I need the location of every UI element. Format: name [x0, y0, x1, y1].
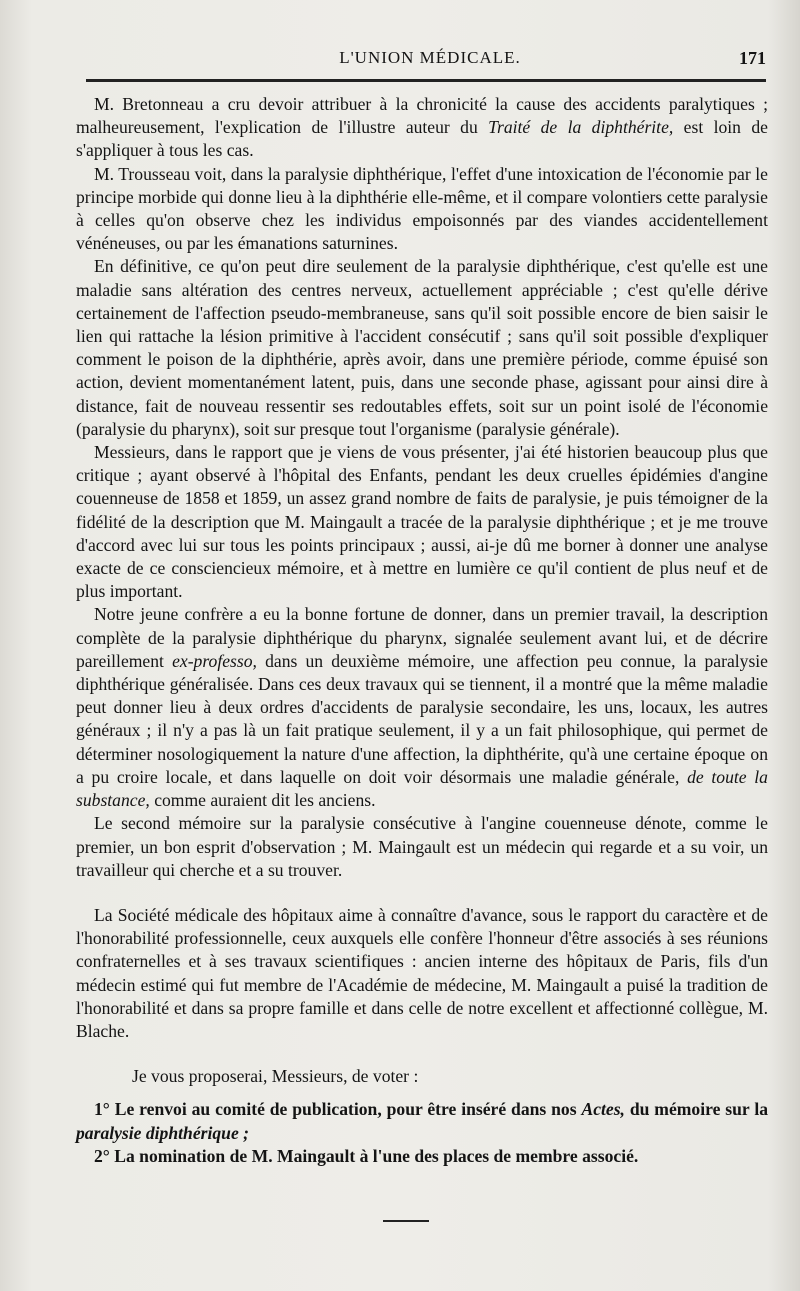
paragraph-text: M. Bretonneau a cru devoir attribuer à la chronicité la cause des accidents paralytiques ; malheureusement, l'explication de l'illustre auteur du — [76, 94, 768, 138]
paragraph-confrere — [76, 603, 768, 812]
proposal-2: 2° La nomination de M. Maingault à l'une des places de membre associé. — [94, 1145, 639, 1166]
page-number: 171 — [739, 48, 766, 68]
header-rule — [86, 79, 766, 82]
paragraph-messieurs: Messieurs, dans le rapport que je viens de vous présenter, j'ai été historien beaucoup plus que critique ; ayant observé à l'hôpital des Enfants, pendant les deux cruelles épidémies d'angine couenneuse de 1858 et 1859, un assez grand nombre de faits de paralysie, je puis témoigner de la fidélité de la description que M. Maingault a tracée de la paralysie diphthérique ; et je me trouve d'accord avec lui sur tous les points principaux ; aussi, ai-je dû me borner à donner une analyse exacte de ce consciencieux mémoire, et à mettre en lumière ce qu'il contient de plus neuf et de plus important. — [76, 442, 768, 602]
latin-phrase: de toute la substance, — [76, 766, 768, 811]
paragraph-text: est loin de s'appliquer à tous les cas. — [76, 117, 768, 161]
page-header — [80, 44, 766, 74]
paragraph-text: comme auraient dit les anciens. — [149, 790, 376, 811]
paragraph-proposal-intro: Je vous proposerai, Messieurs, de voter : — [132, 1066, 419, 1087]
paragraph-bretonneau — [76, 93, 768, 163]
proposal-emphasis: paralysie diphthérique ; — [76, 1122, 250, 1143]
proposal-text: du mémoire sur la — [624, 1099, 768, 1120]
paragraph-text: Notre jeune confrère a eu la bonne fortune de donner, dans un premier travail, la description complète de la paralysie diphthérique du pharynx, signalée seulement avant lui, et de décrire pareillement — [76, 604, 768, 671]
paragraph-trousseau: M. Trousseau voit, dans la paralysie diphthérique, l'effet d'une intoxication de l'économie par le principe morbide qui donne lieu à la diphthérie elle-même, et il compare volontiers cette paralysie à celles qu'on observe chez les individus empoisonnés par des viandes accidentellement vénéneuses, ou par les émanations saturnines. — [76, 163, 768, 254]
closing-rule — [383, 1220, 429, 1222]
book-title: Traité de la diphthérite, — [488, 117, 674, 138]
proposal-emphasis: Actes, — [581, 1099, 625, 1120]
paragraph-text: dans un deuxième mémoire, une affection peu connue, la paralysie diphthérique généralisée. Dans ces deux travaux qui se tiennent, il a montré que la même maladie peut donner lieu à deux ordres d'accidents de paralysie secondaire, les uns, locaux, les autres généraux ; il n'y a pas là un fait pratique seulement, il y a un fait philosophique, qui permet de déterminer nosologiquement la nature d'une affection, la diphthérite, qu'à une certaine époque on a pu croire locale, et dans laquelle on doit voir désormais une maladie générale, — [76, 650, 768, 787]
latin-phrase: ex-professo, — [172, 650, 257, 671]
article-body — [76, 93, 768, 1168]
paragraph-societe: La Société médicale des hôpitaux aime à connaître d'avance, sous le rapport du caractère et de l'honorabilité professionnelle, ceux auxquels elle confère l'honneur d'être associés à ses réunions confraternelles et à ses travaux scientifiques : ancien interne des hôpitaux de Paris, fils d'un médecin estimé qui fut membre de l'Académie de médecine, M. Maingault a puisé la tradition de l'honorabilité et dans sa propre famille et dans celle de notre excellent et affectionné collègue, M. Blache. — [76, 904, 768, 1041]
proposal-1 — [76, 1098, 768, 1144]
running-title: L'UNION MÉDICALE. — [339, 48, 521, 67]
proposal-text: 1° Le renvoi au comité de publication, pour être inséré dans nos — [94, 1099, 582, 1120]
paragraph-definition: En définitive, ce qu'on peut dire seulement de la paralysie diphthérique, c'est qu'elle est une maladie sans altération des centres nerveux, actuellement appréciable ; c'est qu'elle dérive certainement de l'affection pseudo-membraneuse, sans qu'il soit possible encore de bien saisir le lien qui rattache la lésion primitive à l'accident consécutif ; sans qu'il soit possible d'expliquer comment le poison de la diphthérie, après avoir, dans une première période, comme épuisé son action, devient momentanément latent, puis, dans une seconde phase, agissant pour ainsi dire à distance, fait de nouveau ressentir ses redoutables effets, soit sur un point isolé de l'économie (paralysie du pharynx), soit sur presque tout l'organisme (paralysie générale). — [76, 256, 768, 439]
paragraph-second-memoire: Le second mémoire sur la paralysie consécutive à l'angine couenneuse dénote, comme le premier, un bon esprit d'observation ; M. Maingault est un médecin qui regarde et a su voir, un travailleur qui cherche et a su trouver. — [76, 813, 768, 880]
